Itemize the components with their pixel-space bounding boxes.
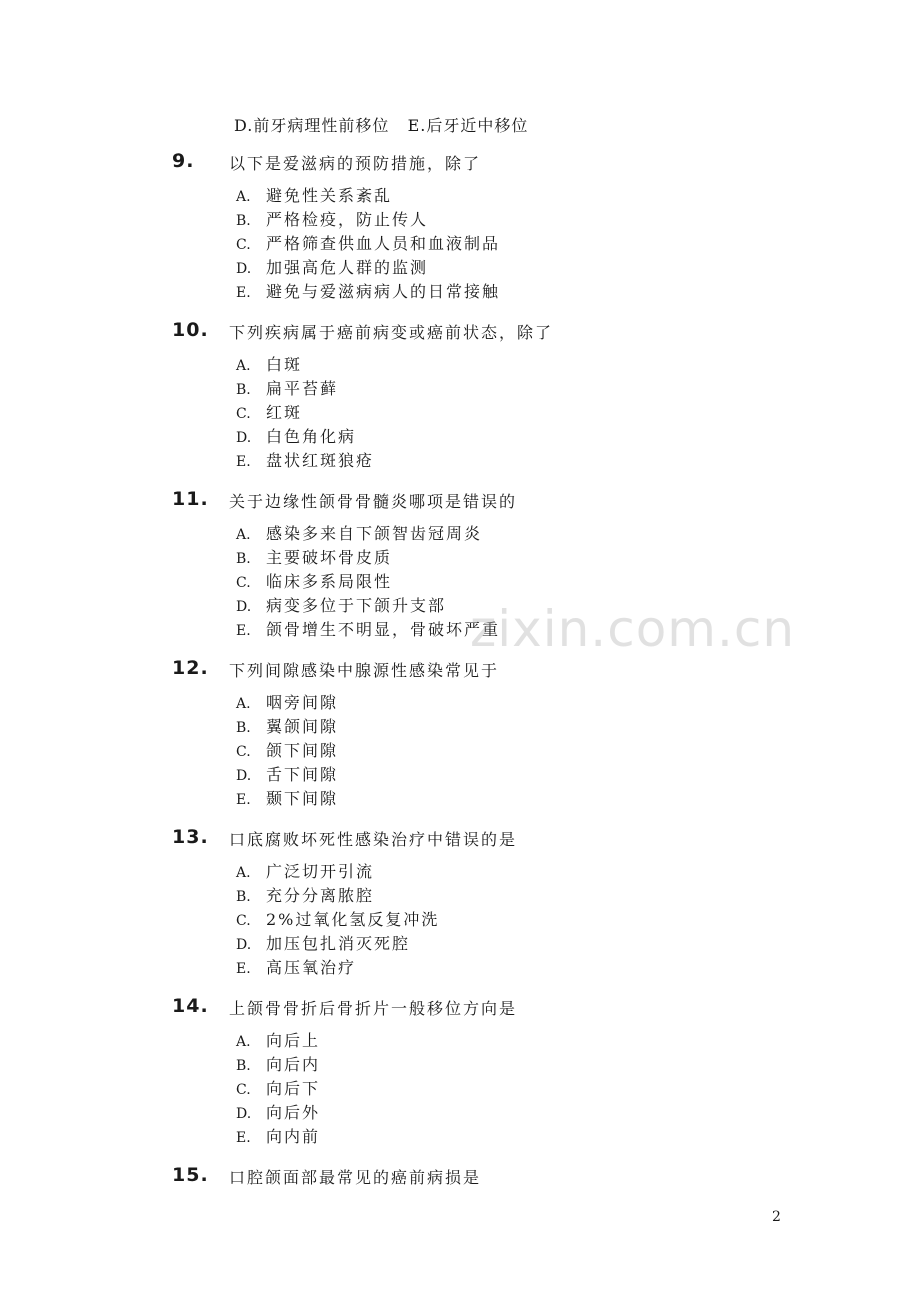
option-letter: D. bbox=[236, 430, 252, 446]
option-letter: A. bbox=[236, 358, 251, 374]
option-letter: D. bbox=[236, 768, 252, 784]
option-letter: D. bbox=[236, 261, 252, 277]
question-text: 口底腐败坏死性感染治疗中错误的是 bbox=[229, 830, 518, 849]
option-letter: E. bbox=[236, 961, 251, 977]
option-item bbox=[236, 1077, 320, 1101]
option-item bbox=[236, 570, 500, 594]
option-text: 盘状红斑狼疮 bbox=[266, 451, 375, 470]
option-letter: E. bbox=[236, 792, 251, 808]
option-letter: C. bbox=[236, 913, 251, 929]
option-item bbox=[236, 256, 500, 280]
option-text: 翼颌间隙 bbox=[266, 717, 339, 736]
question-text: 下列疾病属于癌前病变或癌前状态，除了 bbox=[229, 323, 554, 342]
option-letter: B. bbox=[236, 1058, 251, 1074]
option-letter: D. bbox=[236, 599, 252, 615]
option-text: 严格筛查供血人员和血液制品 bbox=[266, 234, 501, 253]
option-text: 咽旁间隙 bbox=[266, 693, 339, 712]
option-item bbox=[236, 884, 439, 908]
question-number: 9. bbox=[172, 150, 195, 172]
option-item bbox=[236, 1101, 320, 1125]
option-list bbox=[236, 184, 500, 304]
option-letter: C. bbox=[236, 1082, 251, 1098]
option-list bbox=[236, 691, 338, 811]
option-text: 颞下间隙 bbox=[266, 789, 339, 808]
option-item bbox=[236, 860, 439, 884]
question-text: 以下是爱滋病的预防措施，除了 bbox=[229, 154, 482, 173]
page-number: 2 bbox=[772, 1209, 781, 1225]
option-text: 高压氧治疗 bbox=[266, 958, 357, 977]
option-text: 红斑 bbox=[266, 403, 303, 422]
option-item bbox=[236, 232, 500, 256]
option-text: 向内前 bbox=[266, 1127, 321, 1146]
option-item bbox=[236, 184, 500, 208]
option-text: 广泛切开引流 bbox=[266, 862, 375, 881]
option-item bbox=[236, 1125, 320, 1149]
option-item bbox=[236, 787, 338, 811]
option-letter: A. bbox=[236, 1034, 251, 1050]
option-letter: E. bbox=[236, 1130, 251, 1146]
question-number: 13. bbox=[172, 826, 209, 848]
option-list bbox=[236, 353, 374, 473]
option-letter: E. bbox=[236, 285, 251, 301]
option-text: 主要破坏骨皮质 bbox=[266, 548, 393, 567]
option-text: 加压包扎消灭死腔 bbox=[266, 934, 411, 953]
option-text: 临床多系局限性 bbox=[266, 572, 393, 591]
option-list bbox=[236, 1029, 320, 1149]
option-text: 避免性关系紊乱 bbox=[266, 186, 393, 205]
option-item bbox=[236, 522, 500, 546]
option-item bbox=[236, 425, 374, 449]
option-text: 向后下 bbox=[266, 1079, 321, 1098]
option-item bbox=[236, 715, 338, 739]
option-letter: B. bbox=[236, 551, 251, 567]
question-number: 15. bbox=[172, 1164, 209, 1186]
option-letter: A. bbox=[236, 865, 251, 881]
option-letter: C. bbox=[236, 237, 251, 253]
option-text: 充分分离脓腔 bbox=[266, 886, 375, 905]
previous-question-options: D.前牙病理性前移位 E.后牙近中移位 bbox=[234, 116, 529, 135]
watermark: zixin.com.cn bbox=[470, 600, 796, 658]
option-text: 避免与爱滋病病人的日常接触 bbox=[266, 282, 501, 301]
option-text: 向后外 bbox=[266, 1103, 321, 1122]
option-item bbox=[236, 908, 439, 932]
option-letter: C. bbox=[236, 744, 251, 760]
option-text: 白色角化病 bbox=[266, 427, 357, 446]
option-item bbox=[236, 280, 500, 304]
option-letter: C. bbox=[236, 406, 251, 422]
option-item bbox=[236, 594, 500, 618]
option-letter: B. bbox=[236, 720, 251, 736]
option-text: 向后内 bbox=[266, 1055, 321, 1074]
question-text: 关于边缘性颌骨骨髓炎哪项是错误的 bbox=[229, 492, 518, 511]
question-text: 上颌骨骨折后骨折片一般移位方向是 bbox=[229, 999, 518, 1018]
option-letter: B. bbox=[236, 213, 251, 229]
option-letter: E. bbox=[236, 623, 251, 639]
option-item bbox=[236, 208, 500, 232]
question-number: 14. bbox=[172, 995, 209, 1017]
option-letter: B. bbox=[236, 889, 251, 905]
option-item bbox=[236, 377, 374, 401]
option-text: 向后上 bbox=[266, 1031, 321, 1050]
option-letter: A. bbox=[236, 189, 251, 205]
option-letter: B. bbox=[236, 382, 251, 398]
question-number: 10. bbox=[172, 319, 209, 341]
option-item bbox=[236, 1029, 320, 1053]
option-item bbox=[236, 956, 439, 980]
question-text: 下列间隙感染中腺源性感染常见于 bbox=[229, 661, 500, 680]
option-text: 扁平苔藓 bbox=[266, 379, 339, 398]
option-letter: E. bbox=[236, 454, 251, 470]
option-letter: D. bbox=[236, 937, 252, 953]
question-number: 11. bbox=[172, 488, 209, 510]
option-item bbox=[236, 401, 374, 425]
question-number: 12. bbox=[172, 657, 209, 679]
option-text: 颌骨增生不明显，骨破坏严重 bbox=[266, 620, 501, 639]
option-text: 2%过氧化氢反复冲洗 bbox=[266, 910, 440, 929]
option-letter: C. bbox=[236, 575, 251, 591]
option-letter: A. bbox=[236, 696, 251, 712]
option-item bbox=[236, 546, 500, 570]
option-text: 颌下间隙 bbox=[266, 741, 339, 760]
option-item bbox=[236, 353, 374, 377]
option-text: 感染多来自下颌智齿冠周炎 bbox=[266, 524, 483, 543]
option-item bbox=[236, 932, 439, 956]
option-text: 白斑 bbox=[266, 355, 303, 374]
option-item bbox=[236, 763, 338, 787]
option-item bbox=[236, 739, 338, 763]
option-text: 加强高危人群的监测 bbox=[266, 258, 429, 277]
option-text: 严格检疫，防止传人 bbox=[266, 210, 429, 229]
option-letter: D. bbox=[236, 1106, 252, 1122]
option-text: 舌下间隙 bbox=[266, 765, 339, 784]
option-list bbox=[236, 860, 439, 980]
option-list bbox=[236, 522, 500, 642]
option-item bbox=[236, 1053, 320, 1077]
option-text: 病变多位于下颌升支部 bbox=[266, 596, 447, 615]
option-item bbox=[236, 691, 338, 715]
option-item bbox=[236, 449, 374, 473]
option-item bbox=[236, 618, 500, 642]
option-letter: A. bbox=[236, 527, 251, 543]
question-text: 口腔颌面部最常见的癌前病损是 bbox=[229, 1168, 482, 1187]
